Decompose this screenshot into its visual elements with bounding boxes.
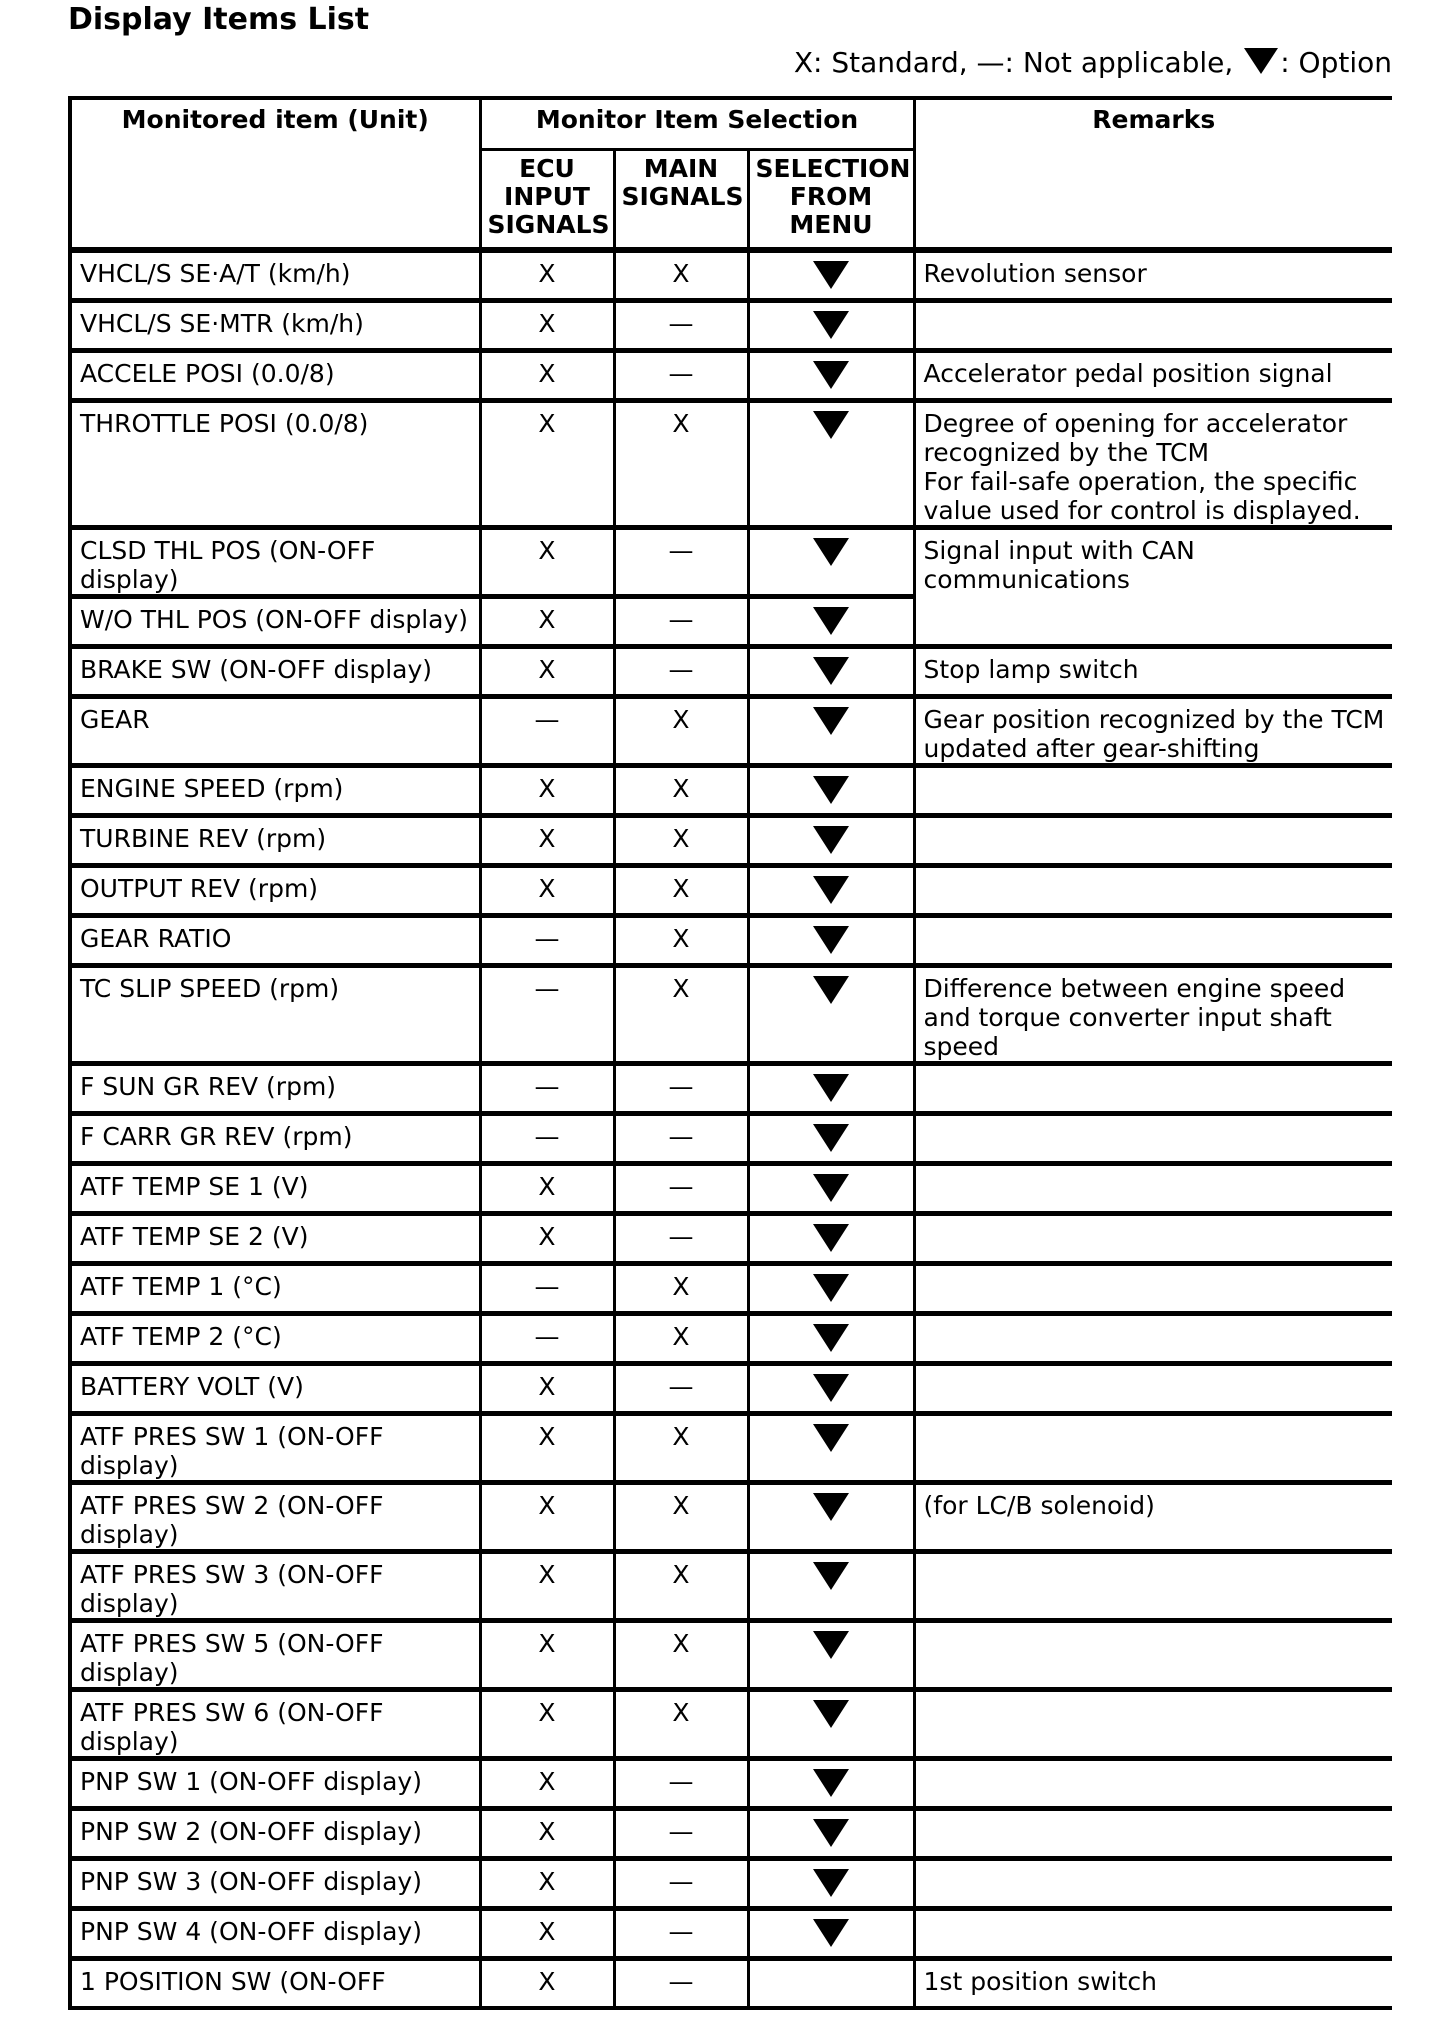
option-triangle-icon xyxy=(813,826,849,854)
ecu-input-cell: X xyxy=(480,1621,614,1690)
monitored-item-cell: F SUN GR REV (rpm) xyxy=(70,1064,480,1114)
ecu-input-cell: X xyxy=(480,1164,614,1214)
ecu-input-cell: — xyxy=(480,966,614,1064)
selection-from-menu-cell xyxy=(748,1552,914,1621)
table-row xyxy=(70,697,1392,766)
remarks-cell xyxy=(914,866,1392,916)
selection-from-menu-cell xyxy=(748,250,914,301)
remarks-text: Stop lamp switch xyxy=(923,655,1139,684)
table-row xyxy=(70,1314,1392,1364)
monitored-item-cell: ATF PRES SW 5 (ON-OFF display) xyxy=(70,1621,480,1690)
option-triangle-icon xyxy=(813,1224,849,1252)
main-signals-cell: X xyxy=(614,401,748,528)
option-triangle-icon xyxy=(813,1819,849,1847)
table-row xyxy=(70,1809,1392,1859)
selection-from-menu-cell xyxy=(748,1690,914,1759)
remarks-cell xyxy=(914,250,1392,301)
table-row xyxy=(70,1264,1392,1314)
option-triangle-icon xyxy=(813,361,849,389)
remarks-text: Accelerator pedal position signal xyxy=(923,359,1333,388)
remarks-cell xyxy=(914,966,1392,1064)
monitored-item-cell: F CARR GR REV (rpm) xyxy=(70,1114,480,1164)
ecu-input-cell: — xyxy=(480,1314,614,1364)
table-row xyxy=(70,1759,1392,1809)
option-triangle-icon xyxy=(813,1493,849,1521)
remarks-cell xyxy=(914,816,1392,866)
selection-from-menu-cell xyxy=(748,597,914,647)
remarks-cell xyxy=(914,1552,1392,1621)
option-triangle-icon xyxy=(813,1274,849,1302)
option-triangle-icon xyxy=(813,411,849,439)
ecu-input-cell: X xyxy=(480,866,614,916)
ecu-input-cell: X xyxy=(480,647,614,697)
option-triangle-icon xyxy=(813,261,849,289)
monitored-item-cell: TC SLIP SPEED (rpm) xyxy=(70,966,480,1064)
main-signals-cell: X xyxy=(614,1552,748,1621)
table-row xyxy=(70,966,1392,1064)
monitored-item-cell: VHCL/S SE·MTR (km/h) xyxy=(70,301,480,351)
main-signals-cell: — xyxy=(614,1959,748,2009)
remarks-text: (for LC/B solenoid) xyxy=(923,1491,1155,1520)
selection-from-menu-cell xyxy=(748,916,914,966)
option-triangle-icon xyxy=(813,776,849,804)
table-row xyxy=(70,250,1392,301)
selection-from-menu-cell xyxy=(748,1364,914,1414)
option-triangle-icon xyxy=(813,1562,849,1590)
remarks-cell xyxy=(914,1809,1392,1859)
remarks-cell xyxy=(914,1859,1392,1909)
remarks-cell xyxy=(914,1959,1392,2009)
monitored-item-cell: ATF TEMP 2 (°C) xyxy=(70,1314,480,1364)
selection-from-menu-cell xyxy=(748,1414,914,1483)
monitored-item-cell: BATTERY VOLT (V) xyxy=(70,1364,480,1414)
legend xyxy=(794,46,1392,79)
remarks-cell xyxy=(914,1314,1392,1364)
selection-from-menu-cell xyxy=(748,1314,914,1364)
remarks-text: Signal input with CAN communications xyxy=(923,536,1195,594)
selection-from-menu-cell xyxy=(748,866,914,916)
page-title: Display Items List xyxy=(68,2,370,37)
ecu-input-cell: X xyxy=(480,597,614,647)
selection-from-menu-cell xyxy=(748,697,914,766)
main-signals-cell: — xyxy=(614,647,748,697)
selection-from-menu-cell xyxy=(748,1483,914,1552)
main-signals-cell: X xyxy=(614,1314,748,1364)
main-signals-cell: — xyxy=(614,1114,748,1164)
remarks-cell xyxy=(914,1909,1392,1959)
selection-from-menu-cell xyxy=(748,1909,914,1959)
table-row xyxy=(70,1364,1392,1414)
legend-option-text: : Option xyxy=(1280,46,1392,79)
monitored-item-cell: ATF TEMP SE 2 (V) xyxy=(70,1214,480,1264)
selection-from-menu-cell xyxy=(748,966,914,1064)
ecu-input-cell: X xyxy=(480,1414,614,1483)
remarks-cell xyxy=(914,916,1392,966)
option-triangle-icon xyxy=(813,1324,849,1352)
monitored-item-cell: ATF PRES SW 3 (ON-OFF display) xyxy=(70,1552,480,1621)
monitored-item-cell: ATF PRES SW 2 (ON-OFF display) xyxy=(70,1483,480,1552)
table-row xyxy=(70,1114,1392,1164)
table-row xyxy=(70,816,1392,866)
remarks-cell xyxy=(914,647,1392,697)
header-main-signals: MAIN SIGNALS xyxy=(614,150,748,251)
monitored-item-cell: W/O THL POS (ON-OFF display) xyxy=(70,597,480,647)
monitored-item-cell: PNP SW 3 (ON-OFF display) xyxy=(70,1859,480,1909)
main-signals-cell: — xyxy=(614,597,748,647)
option-triangle-icon xyxy=(813,1424,849,1452)
selection-from-menu-cell xyxy=(748,1214,914,1264)
option-triangle-icon xyxy=(813,1631,849,1659)
option-triangle-icon xyxy=(813,1124,849,1152)
table-row xyxy=(70,1164,1392,1214)
monitored-item-cell: 1 POSITION SW (ON-OFF xyxy=(70,1959,480,2009)
ecu-input-cell: X xyxy=(480,1552,614,1621)
selection-from-menu-cell xyxy=(748,647,914,697)
ecu-input-cell: X xyxy=(480,1859,614,1909)
monitored-item-cell: ATF TEMP SE 1 (V) xyxy=(70,1164,480,1214)
option-triangle-icon xyxy=(1244,48,1278,74)
remarks-cell xyxy=(914,697,1392,766)
main-signals-cell: X xyxy=(614,816,748,866)
selection-from-menu-cell xyxy=(748,1959,914,2009)
option-triangle-icon xyxy=(813,657,849,685)
table-row xyxy=(70,647,1392,697)
remarks-cell xyxy=(914,1414,1392,1483)
selection-from-menu-cell xyxy=(748,1859,914,1909)
monitored-item-cell: THROTTLE POSI (0.0/8) xyxy=(70,401,480,528)
remarks-cell xyxy=(914,1114,1392,1164)
ecu-input-cell: X xyxy=(480,1909,614,1959)
table-body xyxy=(70,250,1392,2008)
monitored-item-cell: PNP SW 2 (ON-OFF display) xyxy=(70,1809,480,1859)
remarks-text: Difference between engine speed and torque converter input shaft speed xyxy=(923,974,1346,1061)
option-triangle-icon xyxy=(813,1869,849,1897)
main-signals-cell: — xyxy=(614,1164,748,1214)
monitored-item-cell: GEAR RATIO xyxy=(70,916,480,966)
main-signals-cell: X xyxy=(614,916,748,966)
display-items-table-wrap xyxy=(68,96,1392,2026)
selection-from-menu-cell xyxy=(748,1759,914,1809)
option-triangle-icon xyxy=(813,1769,849,1797)
table-row xyxy=(70,528,1392,597)
option-triangle-icon xyxy=(813,1374,849,1402)
remarks-cell xyxy=(914,401,1392,528)
ecu-input-cell: X xyxy=(480,250,614,301)
remarks-cell xyxy=(914,301,1392,351)
table-row xyxy=(70,1414,1392,1483)
remarks-cell xyxy=(914,1690,1392,1759)
table-row xyxy=(70,766,1392,816)
main-signals-cell: X xyxy=(614,1621,748,1690)
option-triangle-icon xyxy=(813,607,849,635)
header-monitored-item: Monitored item (Unit) xyxy=(70,98,480,250)
remarks-cell xyxy=(914,1264,1392,1314)
main-signals-cell: X xyxy=(614,1264,748,1314)
table-row xyxy=(70,916,1392,966)
table-row xyxy=(70,1859,1392,1909)
ecu-input-cell: X xyxy=(480,1809,614,1859)
remarks-text: Gear position recognized by the TCM updated after gear-shifting xyxy=(923,705,1385,763)
monitored-item-cell: ATF PRES SW 6 (ON-OFF display) xyxy=(70,1690,480,1759)
main-signals-cell: — xyxy=(614,1759,748,1809)
main-signals-cell: — xyxy=(614,1909,748,1959)
selection-from-menu-cell xyxy=(748,1164,914,1214)
ecu-input-cell: X xyxy=(480,401,614,528)
ecu-input-cell: X xyxy=(480,301,614,351)
selection-from-menu-cell xyxy=(748,528,914,597)
main-signals-cell: — xyxy=(614,1064,748,1114)
remarks-cell xyxy=(914,351,1392,401)
selection-from-menu-cell xyxy=(748,351,914,401)
monitored-item-cell: ATF PRES SW 1 (ON-OFF display) xyxy=(70,1414,480,1483)
ecu-input-cell: X xyxy=(480,1364,614,1414)
main-signals-cell: X xyxy=(614,1414,748,1483)
remarks-cell xyxy=(914,528,1392,647)
option-triangle-icon xyxy=(813,1074,849,1102)
table-row xyxy=(70,1909,1392,1959)
selection-from-menu-cell xyxy=(748,766,914,816)
ecu-input-cell: — xyxy=(480,1264,614,1314)
option-triangle-icon xyxy=(813,1174,849,1202)
table-row xyxy=(70,301,1392,351)
remarks-cell xyxy=(914,1214,1392,1264)
main-signals-cell: X xyxy=(614,1483,748,1552)
selection-from-menu-cell xyxy=(748,401,914,528)
table-row xyxy=(70,1064,1392,1114)
ecu-input-cell: X xyxy=(480,1214,614,1264)
table-row xyxy=(70,1621,1392,1690)
ecu-input-cell: X xyxy=(480,816,614,866)
header-ecu-input-signals: ECU INPUT SIGNALS xyxy=(480,150,614,251)
ecu-input-cell: — xyxy=(480,1114,614,1164)
table-row xyxy=(70,866,1392,916)
remarks-cell xyxy=(914,1364,1392,1414)
ecu-input-cell: X xyxy=(480,766,614,816)
monitored-item-cell: CLSD THL POS (ON-OFF display) xyxy=(70,528,480,597)
option-triangle-icon xyxy=(813,926,849,954)
remarks-cell xyxy=(914,1621,1392,1690)
selection-from-menu-cell xyxy=(748,1064,914,1114)
option-triangle-icon xyxy=(813,707,849,735)
table-row xyxy=(70,1552,1392,1621)
remarks-cell xyxy=(914,1483,1392,1552)
option-triangle-icon xyxy=(813,311,849,339)
monitored-item-cell: GEAR xyxy=(70,697,480,766)
table-row xyxy=(70,401,1392,528)
table-row xyxy=(70,1959,1392,2009)
ecu-input-cell: — xyxy=(480,697,614,766)
remarks-text: Degree of opening for accelerator recognized by the TCM For fail-safe operation, the specific value used for control is displayed. xyxy=(923,409,1361,525)
monitored-item-cell: OUTPUT REV (rpm) xyxy=(70,866,480,916)
remarks-cell xyxy=(914,766,1392,816)
ecu-input-cell: X xyxy=(480,1483,614,1552)
remarks-cell xyxy=(914,1164,1392,1214)
main-signals-cell: — xyxy=(614,1214,748,1264)
ecu-input-cell: X xyxy=(480,528,614,597)
header-selection-from-menu: SELECTION FROM MENU xyxy=(748,150,914,251)
monitored-item-cell: ATF TEMP 1 (°C) xyxy=(70,1264,480,1314)
selection-from-menu-cell xyxy=(748,1114,914,1164)
main-signals-cell: X xyxy=(614,697,748,766)
main-signals-cell: — xyxy=(614,1809,748,1859)
option-triangle-icon xyxy=(813,976,849,1004)
remarks-text: 1st position switch xyxy=(923,1967,1157,1996)
main-signals-cell: — xyxy=(614,301,748,351)
monitored-item-cell: PNP SW 4 (ON-OFF display) xyxy=(70,1909,480,1959)
option-triangle-icon xyxy=(813,1700,849,1728)
ecu-input-cell: X xyxy=(480,1959,614,2009)
main-signals-cell: X xyxy=(614,250,748,301)
main-signals-cell: — xyxy=(614,351,748,401)
ecu-input-cell: X xyxy=(480,351,614,401)
monitored-item-cell: TURBINE REV (rpm) xyxy=(70,816,480,866)
monitored-item-cell: PNP SW 1 (ON-OFF display) xyxy=(70,1759,480,1809)
monitored-item-cell: ACCELE POSI (0.0/8) xyxy=(70,351,480,401)
ecu-input-cell: — xyxy=(480,916,614,966)
option-triangle-icon xyxy=(813,876,849,904)
table-row xyxy=(70,1214,1392,1264)
main-signals-cell: X xyxy=(614,1690,748,1759)
selection-from-menu-cell xyxy=(748,816,914,866)
ecu-input-cell: X xyxy=(480,1759,614,1809)
monitored-item-cell: ENGINE SPEED (rpm) xyxy=(70,766,480,816)
option-triangle-icon xyxy=(813,538,849,566)
option-triangle-icon xyxy=(813,1919,849,1947)
main-signals-cell: X xyxy=(614,766,748,816)
main-signals-cell: X xyxy=(614,966,748,1064)
header-monitor-item-selection: Monitor Item Selection xyxy=(480,98,914,150)
ecu-input-cell: X xyxy=(480,1690,614,1759)
main-signals-cell: — xyxy=(614,528,748,597)
selection-from-menu-cell xyxy=(748,1809,914,1859)
main-signals-cell: — xyxy=(614,1364,748,1414)
table-row xyxy=(70,1690,1392,1759)
legend-standard-text: X: Standard, —: Not applicable, xyxy=(793,46,1243,79)
selection-from-menu-cell xyxy=(748,301,914,351)
table-row xyxy=(70,1483,1392,1552)
remarks-cell xyxy=(914,1759,1392,1809)
main-signals-cell: X xyxy=(614,866,748,916)
remarks-cell xyxy=(914,1064,1392,1114)
main-signals-cell: — xyxy=(614,1859,748,1909)
header-remarks: Remarks xyxy=(914,98,1392,250)
monitored-item-cell: BRAKE SW (ON-OFF display) xyxy=(70,647,480,697)
table-row xyxy=(70,351,1392,401)
display-items-table xyxy=(68,96,1392,2010)
selection-from-menu-cell xyxy=(748,1264,914,1314)
monitored-item-cell: VHCL/S SE·A/T (km/h) xyxy=(70,250,480,301)
selection-from-menu-cell xyxy=(748,1621,914,1690)
remarks-text: Revolution sensor xyxy=(923,259,1147,288)
ecu-input-cell: — xyxy=(480,1064,614,1114)
